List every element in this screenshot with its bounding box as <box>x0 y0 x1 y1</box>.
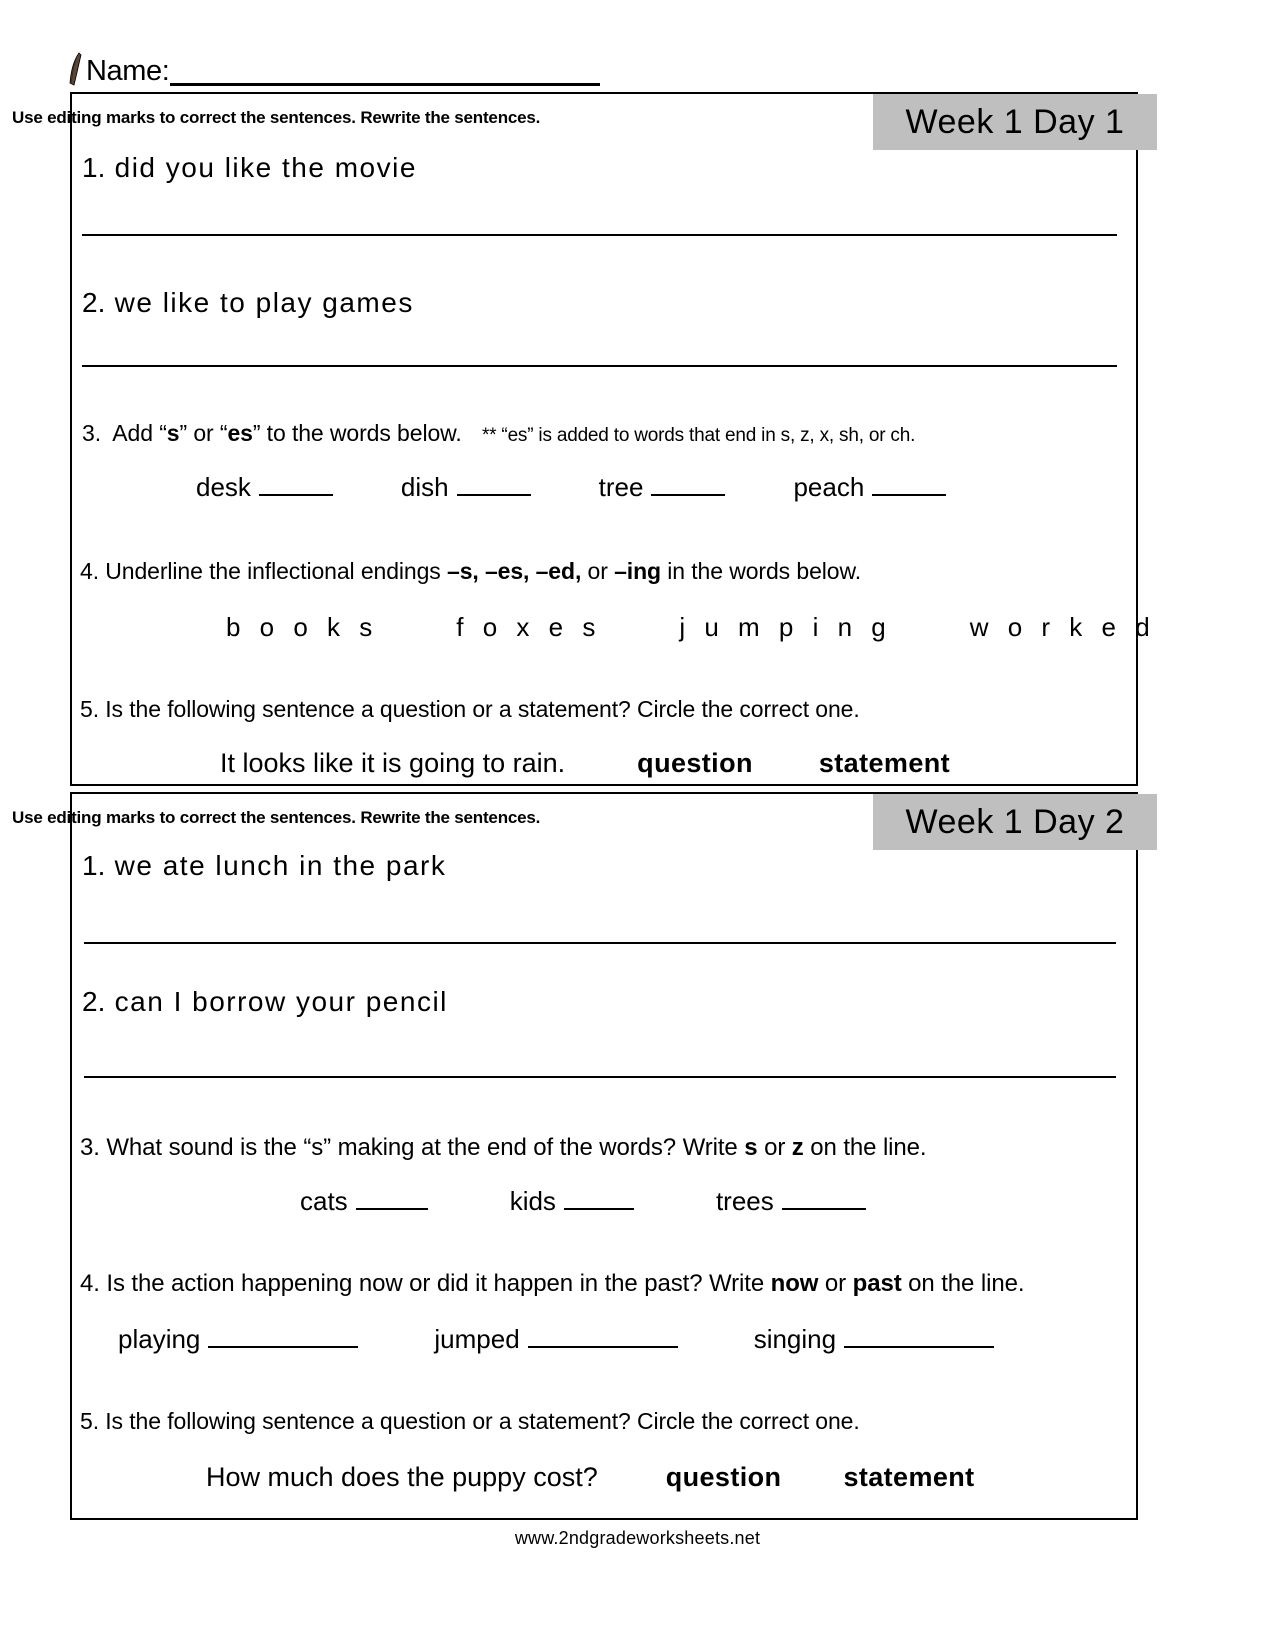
task-4-day2 <box>80 1270 1024 1298</box>
sentence-number: 2. <box>82 287 106 318</box>
word-cell <box>510 1186 634 1217</box>
sentence-text: did you like the movie <box>114 152 417 183</box>
word-cell <box>754 1324 994 1355</box>
word-cell <box>716 1186 866 1217</box>
answer-blank[interactable] <box>356 1188 428 1210</box>
word-row-task3-day1 <box>196 472 1076 503</box>
task-3-day1 <box>82 420 915 447</box>
option-now: now <box>770 1270 819 1297</box>
task-4-ending-last: –ing <box>614 558 661 584</box>
word-cell <box>599 472 726 503</box>
answer-blank[interactable] <box>872 474 946 496</box>
task-4-prefix: 4. Is the action happening now or did it happen in the past? Write <box>80 1270 771 1297</box>
answer-blank[interactable] <box>844 1326 994 1348</box>
week-banner-day1 <box>873 94 1157 150</box>
option-question[interactable]: question <box>637 748 753 778</box>
word-label: playing <box>118 1324 201 1354</box>
word-cell <box>300 1186 428 1217</box>
word-label: tree <box>598 472 644 502</box>
name-input-blank[interactable] <box>170 57 600 86</box>
word-row-task4-day1 <box>226 612 1156 643</box>
option-statement[interactable]: statement <box>818 748 951 778</box>
answer-blank[interactable] <box>651 474 725 496</box>
option-question[interactable]: question <box>665 1462 782 1492</box>
instruction-day1: Use editing marks to correct the sentences. Rewrite the sentences. <box>12 108 541 127</box>
letter-es: es <box>227 420 253 446</box>
word-cell <box>401 472 531 503</box>
task-5-day2: 5. Is the following sentence a question or a statement? Circle the correct one. <box>80 1408 860 1434</box>
task-4-suffix: on the line. <box>901 1270 1025 1297</box>
task-3-suffix: on the line. <box>803 1134 927 1161</box>
word-row-task3-day2 <box>300 1186 1000 1217</box>
sample-sentence: How much does the puppy cost? <box>206 1462 598 1492</box>
word-label: cats <box>300 1186 348 1216</box>
task-3-day2 <box>80 1134 926 1162</box>
answer-blank[interactable] <box>782 1188 866 1210</box>
name-row <box>68 38 1168 86</box>
task-3-mid: or <box>757 1134 792 1161</box>
answer-blank[interactable] <box>208 1326 358 1348</box>
word-label: singing <box>753 1324 837 1354</box>
name-label: Name: <box>86 55 170 87</box>
spaced-word[interactable]: b o o k s <box>226 612 379 642</box>
circle-row-day1 <box>220 748 1050 779</box>
word-label: dish <box>400 472 449 502</box>
task-4-endings: –s, –es, –ed, <box>447 558 582 584</box>
answer-line-1-day2[interactable] <box>84 942 1116 944</box>
instruction-day2: Use editing marks to correct the sentences. Rewrite the sentences. <box>12 808 541 827</box>
sentence-text: we ate lunch in the park <box>114 850 447 881</box>
answer-blank[interactable] <box>564 1188 634 1210</box>
word-label: desk <box>196 472 251 502</box>
sentence-text: we like to play games <box>114 287 414 318</box>
word-label: trees <box>715 1186 774 1216</box>
task-3-note: ** “es” is added to words that end in s, z, x, sh, or ch. <box>481 425 916 446</box>
task-4-suffix: in the words below. <box>660 558 861 584</box>
task-4-mid: or <box>818 1270 853 1297</box>
sentence-prompt-2-day2 <box>82 986 448 1018</box>
week-banner-day2 <box>873 794 1157 850</box>
sentence-prompt-1-day1 <box>82 152 417 184</box>
sentence-text: can I borrow your pencil <box>114 986 448 1017</box>
task-5-day1: 5. Is the following sentence a question or a statement? Circle the correct one. <box>80 696 860 722</box>
circle-row-day2 <box>206 1462 1046 1493</box>
task-4-or: or <box>581 558 615 584</box>
footer-url: www.2ndgradeworksheets.net <box>514 1528 761 1548</box>
answer-line-2-day1[interactable] <box>82 365 1117 367</box>
letter-s: s <box>744 1134 758 1161</box>
option-past: past <box>852 1270 902 1297</box>
option-statement[interactable]: statement <box>843 1462 975 1492</box>
answer-blank[interactable] <box>259 474 333 496</box>
answer-blank[interactable] <box>528 1326 678 1348</box>
sentence-prompt-2-day1 <box>82 287 414 319</box>
task-4-prefix: 4. Underline the inflectional endings <box>80 558 447 584</box>
sentence-number: 2. <box>82 986 106 1017</box>
spaced-word[interactable]: j u m p i n g <box>679 612 892 642</box>
sentence-number: 1. <box>82 152 106 183</box>
task-3-prefix: 3. What sound is the “s” making at the end of the words? Write <box>80 1134 745 1161</box>
spaced-word[interactable]: f o x e s <box>456 612 602 642</box>
sentence-number: 1. <box>82 850 106 881</box>
sentence-prompt-1-day2 <box>82 850 446 882</box>
answer-line-2-day2[interactable] <box>84 1076 1116 1078</box>
word-cell <box>793 472 946 503</box>
word-cell <box>434 1324 677 1355</box>
week-banner-label: Week 1 Day 1 <box>905 102 1125 141</box>
task-4-day1 <box>80 558 861 585</box>
sample-sentence: It looks like it is going to rain. <box>220 748 566 778</box>
answer-blank[interactable] <box>457 474 531 496</box>
word-label: kids <box>509 1186 556 1216</box>
task-3-text: 3. Add “s” or “es” to the words below. <box>82 420 462 446</box>
word-row-task4-day2 <box>118 1324 1118 1355</box>
letter-z: z <box>791 1134 804 1161</box>
word-label: jumped <box>434 1324 520 1354</box>
word-cell <box>196 472 333 503</box>
quill-icon <box>68 52 84 86</box>
answer-line-1-day1[interactable] <box>82 234 1117 236</box>
word-label: peach <box>793 472 865 502</box>
letter-s: s <box>166 420 180 446</box>
week-banner-label: Week 1 Day 2 <box>905 802 1125 841</box>
word-cell <box>118 1324 358 1355</box>
spaced-word[interactable]: w o r k e d <box>969 612 1156 642</box>
